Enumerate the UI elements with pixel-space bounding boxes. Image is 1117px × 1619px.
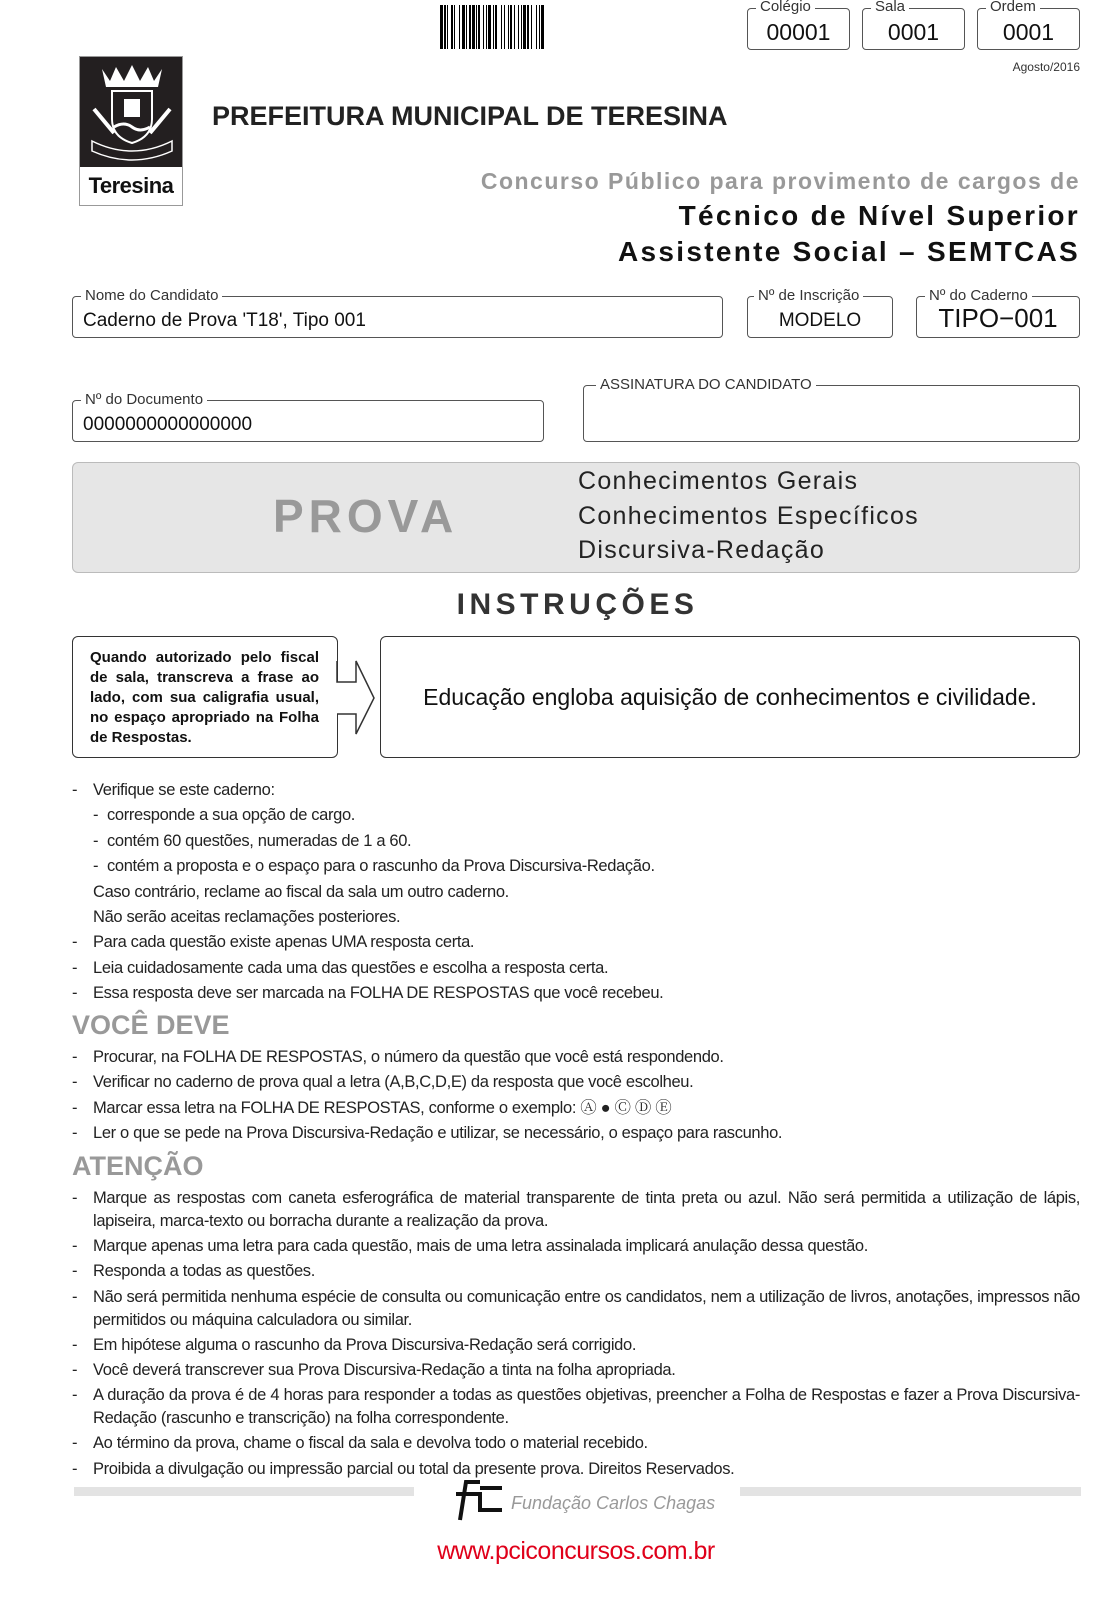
documento-field bbox=[72, 391, 544, 442]
voce-deve-list bbox=[72, 1045, 1080, 1147]
list-item bbox=[72, 880, 1080, 905]
list-item-text: Para cada questão existe apenas UMA resposta certa. bbox=[93, 933, 475, 952]
list-item bbox=[72, 829, 1080, 854]
inscricao-value: MODELO bbox=[778, 310, 862, 331]
list-item-text: Você deverá transcrever sua Prova Discursiva-Redação a tinta na folha apropriada. bbox=[93, 1360, 676, 1379]
fcc-name: Fundação Carlos Chagas bbox=[511, 1493, 716, 1513]
prova-item: Conhecimentos Específicos bbox=[578, 502, 919, 530]
org-title: PREFEITURA MUNICIPAL DE TERESINA bbox=[212, 101, 728, 131]
nome-field bbox=[72, 287, 723, 338]
bullet-dash: - bbox=[72, 1386, 78, 1405]
bullet-dash: - bbox=[72, 1360, 78, 1379]
list-item bbox=[72, 905, 1080, 930]
list-item-text: Procurar, na FOLHA DE RESPOSTAS, o número da questão que você está respondendo. bbox=[93, 1048, 724, 1066]
arrow-right-icon bbox=[336, 660, 378, 736]
list-item-text: Essa resposta deve ser marcada na FOLHA DE RESPOSTAS que você recebeu. bbox=[93, 984, 664, 1003]
caderno-value: TIPO−001 bbox=[938, 303, 1058, 333]
colegio-box bbox=[747, 0, 850, 50]
bullet-dash: - bbox=[72, 1434, 78, 1453]
list-item bbox=[72, 1096, 1080, 1121]
bullet-dash: - bbox=[72, 1189, 78, 1207]
list-item-text: Proibida a divulgação ou impressão parcial ou total da presente prova. Direitos Reservados. bbox=[93, 1459, 735, 1478]
footer-divider bbox=[74, 1487, 414, 1496]
list-item bbox=[72, 1432, 1080, 1455]
prova-item: Discursiva-Redação bbox=[578, 536, 826, 564]
list-item bbox=[72, 1384, 1080, 1430]
ordem-label: Ordem bbox=[986, 0, 1040, 16]
list-item-text: Não será permitida nenhuma espécie de consulta ou comunicação entre os candidatos, nem a utilização de livros, anotações, impressos não permitidos ou máquina calculadora ou similar. bbox=[93, 1287, 1080, 1329]
bullet-dash: - bbox=[72, 1048, 78, 1066]
sala-value: 0001 bbox=[887, 19, 940, 45]
bullet-dash: - bbox=[93, 806, 99, 825]
bullet-dash: - bbox=[72, 1287, 78, 1306]
inscricao-field bbox=[747, 287, 893, 338]
bullet-dash: - bbox=[72, 1335, 78, 1354]
list-item-text: Marque apenas uma letra para cada questão, mais de uma letra assinalada implicará anulação dessa questão. bbox=[93, 1237, 868, 1256]
inscricao-label: Nº de Inscrição bbox=[754, 287, 863, 305]
list-item-text: contém 60 questões, numeradas de 1 a 60. bbox=[107, 831, 412, 850]
bullet-dash: - bbox=[72, 933, 78, 952]
prova-item: Conhecimentos Gerais bbox=[578, 467, 859, 495]
list-item-text: Responda a todas as questões. bbox=[93, 1262, 315, 1281]
bullet-dash: - bbox=[93, 857, 99, 876]
cargo-subtitle: Assistente Social – SEMTCAS bbox=[617, 236, 1080, 267]
verification-list bbox=[72, 778, 1080, 1007]
bullet-dash: - bbox=[72, 958, 78, 977]
list-item-text: contém a proposta e o espaço para o rascunho da Prova Discursiva-Redação. bbox=[107, 857, 655, 876]
bullet-dash: - bbox=[72, 1073, 78, 1092]
assinatura-field[interactable] bbox=[583, 376, 1080, 442]
prova-title: PROVA bbox=[273, 490, 459, 542]
colegio-label: Colégio bbox=[756, 0, 815, 16]
list-item-text: Ao término da prova, chame o fiscal da sala e devolva todo o material recebido. bbox=[93, 1434, 648, 1453]
coat-of-arms-icon bbox=[80, 57, 182, 167]
list-item bbox=[72, 1045, 1080, 1070]
list-item bbox=[72, 930, 1080, 955]
list-item-text: A duração da prova é de 4 horas para responder a todas as questões objetivas, preencher a Folha de Respostas e fazer a Prova Discursiva-Redação (rascunho e transcrição) na folha correspondente. bbox=[93, 1386, 1080, 1428]
list-item-text: Verificar no caderno de prova qual a letra (A,B,C,D,E) da resposta que você escolheu. bbox=[93, 1073, 694, 1092]
list-item-text: Não serão aceitas reclamações posteriores. bbox=[93, 908, 401, 927]
bullet-dash: - bbox=[72, 1459, 78, 1478]
caderno-label: Nº do Caderno bbox=[925, 287, 1032, 305]
bullet-dash: - bbox=[72, 1262, 78, 1281]
bullet-dash: - bbox=[72, 781, 78, 799]
nome-label: Nome do Candidato bbox=[81, 287, 222, 305]
footer-divider bbox=[740, 1487, 1081, 1496]
list-item bbox=[72, 1334, 1080, 1357]
list-item bbox=[72, 956, 1080, 981]
caderno-field bbox=[916, 287, 1080, 338]
barcode bbox=[440, 5, 702, 49]
cargo-title: Técnico de Nível Superior bbox=[678, 200, 1080, 231]
list-item-text: Marque as respostas com caneta esferográfica de material transparente de tinta preta ou azul. Não será permitida a utilização de lápis, lapiseira, marca-texto ou borracha durante a realização da prova. bbox=[93, 1189, 1080, 1230]
list-item-text: Ler o que se pede na Prova Discursiva-Redação e utilizar, se necessário, o espaço para rascunho. bbox=[93, 1124, 783, 1143]
prova-panel bbox=[72, 462, 1080, 573]
list-item-text: Marcar essa letra na FOLHA DE RESPOSTAS, conforme o exemplo: Ⓐ ● Ⓒ Ⓓ Ⓔ bbox=[93, 1098, 672, 1117]
bullet-dash: - bbox=[72, 984, 78, 1003]
sala-label: Sala bbox=[871, 0, 909, 16]
nome-value: Caderno de Prova 'T18', Tipo 001 bbox=[83, 310, 366, 331]
documento-label: Nº do Documento bbox=[81, 391, 207, 409]
transcription-phrase: Educação engloba aquisição de conhecimentos e civilidade. bbox=[380, 636, 1080, 758]
documento-value: 0000000000000000 bbox=[83, 414, 253, 435]
concurso-subtitle: Concurso Público para provimento de cargos de bbox=[480, 168, 1080, 194]
list-item bbox=[72, 1070, 1080, 1095]
list-item bbox=[72, 1260, 1080, 1283]
bullet-dash: - bbox=[93, 831, 99, 850]
instrucoes-title: INSTRUÇÕES bbox=[456, 588, 699, 621]
atencao-list bbox=[72, 1187, 1080, 1483]
ordem-box bbox=[977, 0, 1080, 50]
list-item-text: Verifique se este caderno: bbox=[93, 781, 275, 799]
list-item bbox=[72, 1235, 1080, 1258]
colegio-value: 00001 bbox=[766, 19, 831, 45]
list-item-text: corresponde a sua opção de cargo. bbox=[107, 806, 356, 825]
site-url[interactable]: www.pciconcursos.com.br bbox=[437, 1537, 715, 1565]
sala-box bbox=[862, 0, 965, 50]
bullet-dash: - bbox=[72, 1124, 78, 1143]
teresina-logo: Teresina bbox=[79, 56, 183, 206]
list-item-text: Leia cuidadosamente cada uma das questões e escolha a resposta certa. bbox=[93, 958, 609, 977]
bullet-dash: - bbox=[72, 1237, 78, 1256]
fcc-logo-icon bbox=[450, 1478, 504, 1522]
exam-date: Agosto/2016 bbox=[1012, 60, 1080, 74]
list-item bbox=[72, 1286, 1080, 1332]
list-item bbox=[72, 854, 1080, 879]
list-item bbox=[72, 981, 1080, 1006]
bullet-dash: - bbox=[72, 1098, 78, 1117]
list-item bbox=[72, 1121, 1080, 1146]
list-item bbox=[72, 1187, 1080, 1233]
list-item-text: Em hipótese alguma o rascunho da Prova Discursiva-Redação será corrigido. bbox=[93, 1335, 637, 1354]
list-item bbox=[72, 1458, 1080, 1481]
list-item bbox=[72, 803, 1080, 828]
list-item bbox=[72, 778, 1080, 803]
ordem-value: 0001 bbox=[1002, 19, 1055, 45]
list-item-text: Caso contrário, reclame ao fiscal da sala um outro caderno. bbox=[93, 882, 509, 901]
atencao-title: ATENÇÃO bbox=[72, 1151, 204, 1181]
instruction-note: Quando autorizado pelo fiscal de sala, transcreva a frase ao lado, com sua caligrafia usual, no espaço apropriado na Folha de Respostas. bbox=[72, 636, 338, 758]
list-item bbox=[72, 1359, 1080, 1382]
voce-deve-title: VOCÊ DEVE bbox=[72, 1010, 230, 1040]
assinatura-label: ASSINATURA DO CANDIDATO bbox=[596, 376, 816, 394]
